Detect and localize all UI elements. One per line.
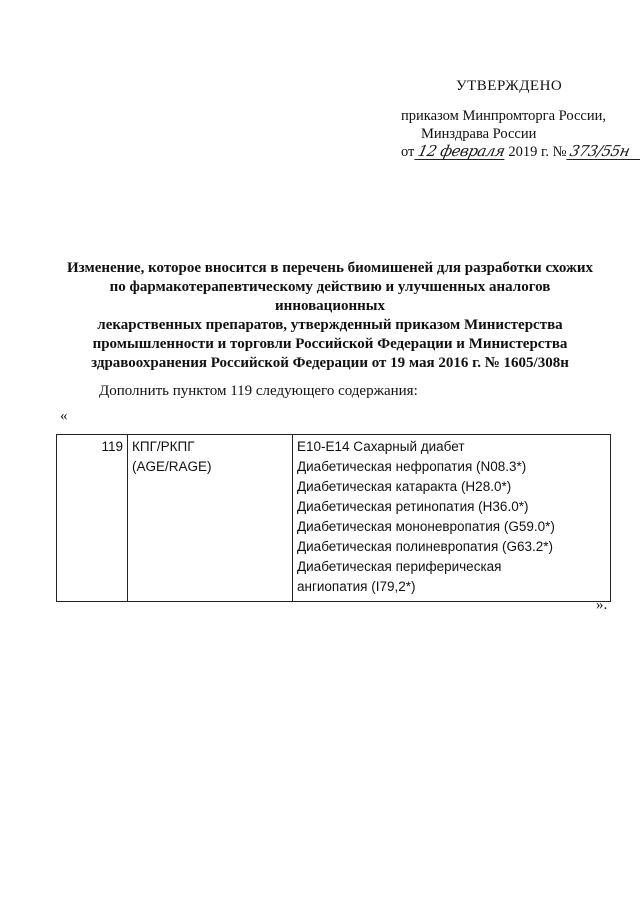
disease-line: Диабетическая нефропатия (N08.3*): [297, 459, 527, 474]
diseases-cell: [293, 435, 611, 602]
handwritten-date: 12 февраля: [416, 142, 507, 160]
heading-line: по фармакотерапевтическому действию и улучшенных аналогов инновационных: [109, 279, 551, 314]
item-number-cell: 119: [57, 435, 128, 602]
closing-quote: ».: [596, 597, 608, 613]
heading-line: промышленности и торговли Российской Федерации и Министерства: [92, 336, 568, 352]
date-prefix: от: [401, 144, 415, 160]
disease-line: Диабетическая ретинопатия (H36.0*): [297, 499, 529, 514]
approval-ministry-line: Минздрава России: [421, 126, 537, 142]
disease-line: Е10-Е14 Сахарный диабет: [297, 439, 465, 454]
approval-order-line: приказом Минпромторга России,: [401, 108, 607, 124]
handwritten-order-number: 373/55н: [567, 144, 640, 160]
approval-title: УТВЕРЖДЕНО: [456, 78, 563, 94]
approval-date-line: [401, 144, 640, 161]
document-heading: [60, 259, 600, 373]
biotarget-cell: [128, 435, 293, 602]
biotarget-table: [56, 434, 611, 602]
heading-line: здравоохранения Российской Федерации от 19 мая 2016 г. № 1605/308н: [91, 355, 569, 371]
intro-paragraph: Дополнить пунктом 119 следующего содержания:: [99, 383, 418, 399]
heading-line: лекарственных препаратов, утвержденный приказом Министерства: [97, 317, 563, 333]
heading-line: Изменение, которое вносится в перечень биомишеней для разработки схожих: [67, 260, 593, 276]
disease-line: Диабетическая полиневропатия (G63.2*): [297, 539, 554, 554]
biotarget-line: КПГ/РКПГ: [132, 439, 195, 454]
year-label: 2019 г. №: [508, 144, 567, 160]
biotarget-line: (AGE/RAGE): [132, 459, 212, 474]
opening-quote: «: [60, 408, 68, 424]
disease-line: Диабетическая мононевропатия (G59.0*): [297, 519, 555, 534]
table-row: [57, 435, 611, 602]
disease-line: Диабетическая катаракта (H28.0*): [297, 479, 512, 494]
disease-line: ангиопатия (I79,2*): [297, 579, 416, 594]
disease-line: Диабетическая периферическая: [297, 559, 502, 574]
